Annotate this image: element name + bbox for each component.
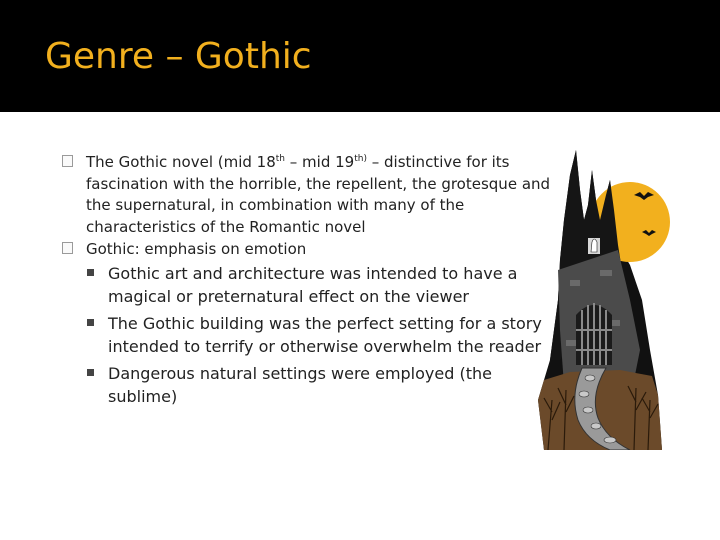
square-bullet-icon <box>87 319 94 326</box>
bullet-text-post: – distinctive for its fascination with the horrible, the repellent, the grotesque and the supernatural, in combination with many of the characteristics of the Romantic novel <box>86 153 551 236</box>
sub-bullet-list <box>86 262 552 409</box>
title-bar <box>0 0 720 112</box>
bullet-gothic-emotion <box>62 239 552 261</box>
slide-title: Genre – Gothic <box>45 36 312 77</box>
square-bullet-icon <box>87 369 94 376</box>
bullet-box-icon <box>62 242 73 254</box>
haunted-castle-illustration <box>530 150 670 450</box>
sub-bullet-text: Gothic art and architecture was intended to have a magical or preternatural effect on the viewer <box>108 263 518 306</box>
sub-bullet-building <box>86 312 552 359</box>
sub-bullet-text: Dangerous natural settings were employed (the sublime) <box>108 363 492 406</box>
superscript-th-2: th) <box>354 154 367 164</box>
sub-bullet-art <box>86 262 552 309</box>
sub-bullet-settings <box>86 362 552 409</box>
bullet-gothic-novel <box>62 152 552 238</box>
bullet-box-icon <box>62 155 73 167</box>
bullet-text: Gothic: emphasis on emotion <box>86 240 307 258</box>
bullet-text-mid: – mid 19 <box>285 153 355 171</box>
square-bullet-icon <box>87 269 94 276</box>
superscript-th-1: th <box>275 154 286 164</box>
sub-bullet-text: The Gothic building was the perfect setting for a story intended to terrify or otherwise overwhelm the reader <box>108 313 542 356</box>
bullet-text-pre: The Gothic novel (mid 18 <box>86 153 276 171</box>
slide-content <box>62 152 552 412</box>
